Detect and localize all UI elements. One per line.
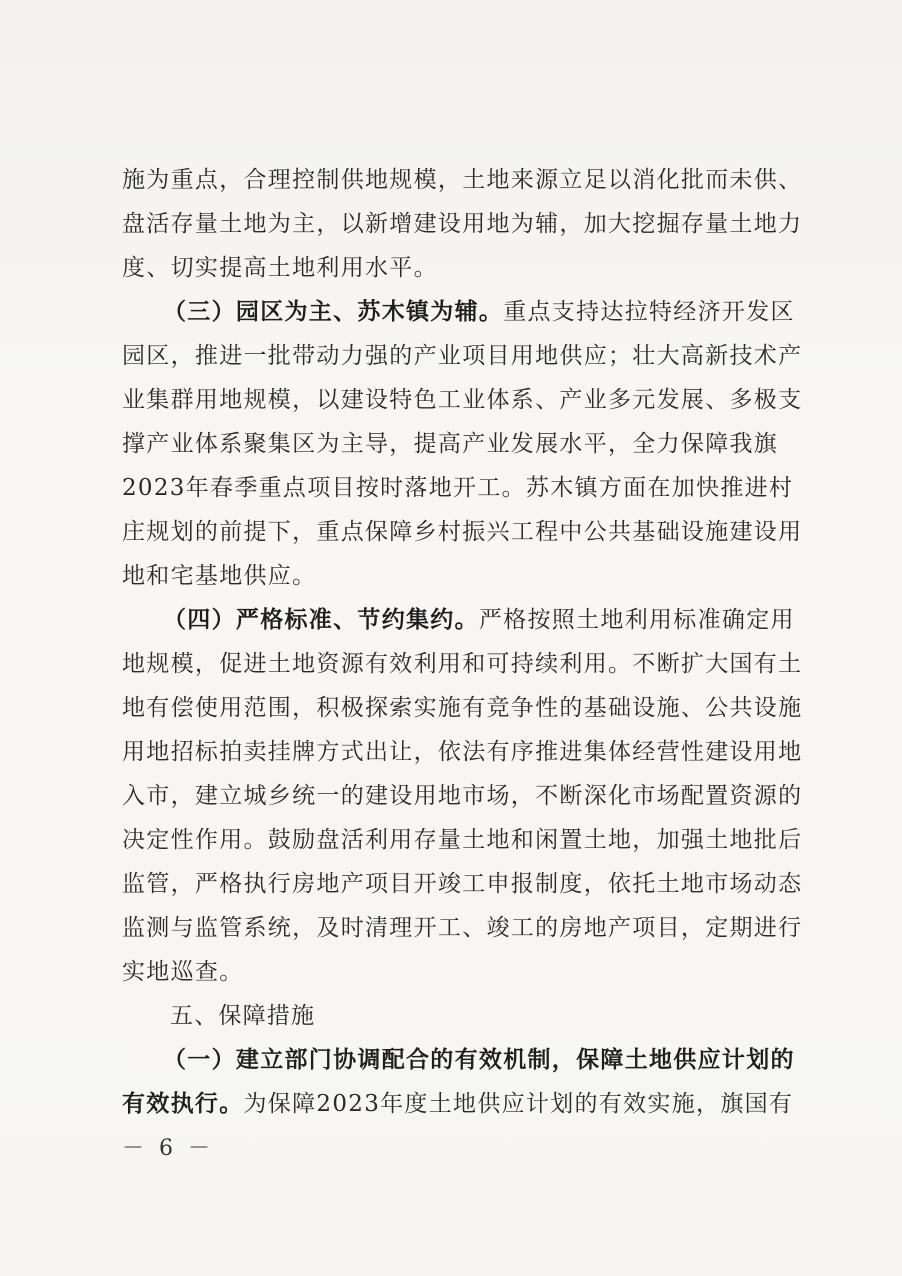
paragraph-text: 严格按照土地利用标准确定用 [478, 607, 795, 633]
text-line: 实地巡查。 [122, 959, 244, 985]
text-line: 用地招标拍卖挂牌方式出让，依法有序推进集体经营性建设用地 [122, 739, 802, 765]
paragraph-title: （三）园区为主、苏木镇为辅。 [163, 298, 504, 325]
paragraph-heading-line [122, 1084, 802, 1124]
text-line: 撑产业体系聚集区为主导，提高产业发展水平，全力保障我旗 [122, 431, 779, 457]
text-line: 监管，严格执行房地产项目开竣工申报制度，依托土地市场动态 [122, 871, 802, 897]
text-line: 入市，建立城乡统一的建设用地市场，不断深化市场配置资源的 [122, 783, 802, 809]
text-line: 地规模，促进土地资源有效利用和可持续利用。不断扩大国有土 [122, 651, 802, 677]
paragraph-title: （四）严格标准、节约集约。 [163, 606, 479, 633]
text-line: 业集群用地规模，以建设特色工业体系、产业多元发展、多极支 [122, 387, 802, 413]
paragraph-text: 为保障2023年度土地供应计划的有效实施，旗国有 [243, 1091, 794, 1117]
text-line: 地和宅基地供应。 [122, 563, 317, 589]
text-line: 地有偿使用范围，积极探索实施有竞争性的基础设施、公共设施 [122, 695, 802, 721]
paragraph-title-line: （一）建立部门协调配合的有效机制，保障土地供应计划的 [163, 1046, 795, 1073]
paragraph-text: 重点支持达拉特经济开发区 [503, 299, 795, 325]
text-line: 庄规划的前提下，重点保障乡村振兴工程中公共基础设施建设用 [122, 519, 802, 545]
text-line: 施为重点，合理控制供地规模，土地来源立足以消化批而未供、 [122, 167, 802, 193]
section-heading: 五、保障措施 [170, 1003, 316, 1029]
paragraph-title: 有效执行。 [122, 1090, 244, 1117]
text-line: 决定性作用。鼓励盘活利用存量土地和闲置土地，加强土地批后 [122, 827, 802, 853]
text-line: 园区，推进一批带动力强的产业项目用地供应；壮大高新技术产 [122, 343, 802, 369]
text-line: 监测与监管系统，及时清理开工、竣工的房地产项目，定期进行 [122, 915, 802, 941]
text-line: 度、切实提高土地利用水平。 [122, 255, 438, 281]
paragraph-heading-line [163, 600, 803, 640]
page-number: － 6 － [122, 1136, 214, 1161]
text-line: 盘活存量土地为主，以新增建设用地为辅，加大挖掘存量土地力 [122, 211, 802, 237]
paragraph-heading-line [163, 292, 803, 332]
text-line: 2023年春季重点项目按时落地开工。苏木镇方面在加快推进村 [122, 475, 794, 501]
